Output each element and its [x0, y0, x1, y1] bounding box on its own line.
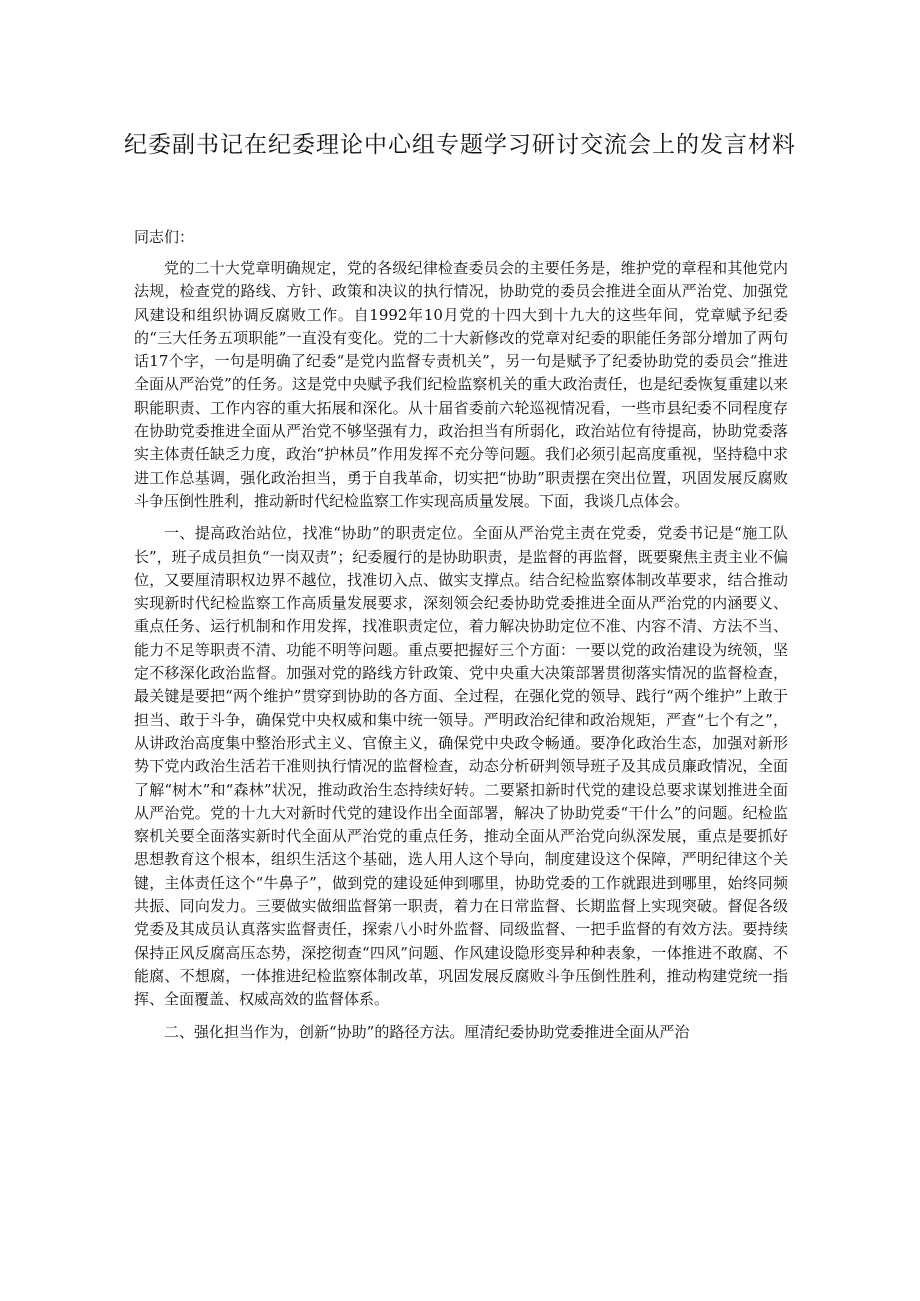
- greeting: 同志们：: [134, 228, 195, 246]
- paragraph-section-one: 一、提高政治站位，找准“协助”的职责定位。全面从严治党主责在党委，党委书记是“施工队长”，班子成员担负“一岗双责”；纪委履行的是协助职责，是监督的再监督，既要聚焦主责主业不偏位，又要厘清职权边界不越位，找准切入点、做实支撑点。结合纪检监察体制改革要求，结合推动实现新时代纪检监察工作高质量发展要求，深刻领会纪委协助党委推进全面从严治党的内涵要义、重点任务、运行机制和作用发挥，找准职责定位，着力解决协助定位不准、内容不清、方法不当、能力不足等职责不清、功能不明等问题。重点要把握好三个方面：一要以党的政治建设为统领，坚定不移深化政治监督。加强对党的路线方针政策、党中央重大决策部署贯彻落实情况的监督检查，最关键是要把“两个维护”贯穿到协助的各方面、全过程，在强化党的领导、践行“两个维护”上敢于担当、敢于斗争，确保党中央权威和集中统一领导。严明政治纪律和政治规矩，严查“七个有之”，从讲政治高度集中整治形式主义、官僚主义，确保党中央政令畅通。要净化政治生态，加强对新形势下党内政治生活若干准则执行情况的监督检查，动态分析研判领导班子及其成员廉政情况，全面了解“树木”和“森林”状况，推动政治生态持续好转。二要紧扣新时代党的建设总要求谋划推进全面从严治党。党的十九大对新时代党的建设作出全面部署，解决了协助党委“干什么”的问题。纪检监察机关要全面落实新时代全面从严治党的重点任务，推动全面从严治党向纵深发展，重点是要抓好思想教育这个根本，组织生活这个基础，选人用人这个导向，制度建设这个保障，严明纪律这个关键，主体责任这个“牛鼻子”，做到党的建设延伸到哪里，协助党委的工作就跟进到哪里，始终同频共振、同向发力。三要做实做细监督第一职责，着力在日常监督、长期监督上实现突破。督促各级党委及其成员认真落实监督责任，探索八小时外监督、同级监督、一把手监督的有效方法。要持续保持正风反腐高压态势，深挖彻查“四风”问题、作风建设隐形变异种种表象，一体推进不敢腐、不能腐、不想腐，一体推进纪检监察体制改革，巩固发展反腐败斗争压倒性胜利，推动构建党统一指挥、全面覆盖、权威高效的监督体系。: [134, 524, 788, 1009]
- document-title: 纪委副书记在纪委理论中心组专题学习研讨交流会上的发言材料: [124, 132, 796, 158]
- paragraph-section-two: 二、强化担当作为，创新“协助”的路径方法。厘清纪委协助党委推进全面从严治: [164, 1022, 690, 1041]
- paragraph-intro: 党的二十大党章明确规定，党的各级纪律检查委员会的主要任务是，维护党的章程和其他党内法规，检查党的路线、方针、政策和决议的执行情况，协助党的委员会推进全面从严治党、加强党风建设和组织协调反腐败工作。自1992年10月党的十四大到十九大的这些年间，党章赋予纪委的“三大任务五项职能”一直没有变化。党的二十大新修改的党章对纪委的职能任务部分增加了两句话17个字，一句是明确了纪委“是党内监督专责机关”，另一句是赋予了纪委协助党的委员会“推进全面从严治党”的任务。这是党中央赋予我们纪检监察机关的重大政治责任，也是纪委恢复重建以来职能职责、工作内容的重大拓展和深化。从十届省委前六轮巡视情况看，一些市县纪委不同程度存在协助党委推进全面从严治党不够坚强有力，政治担当有所弱化，政治站位有待提高，协助党委落实主体责任缺乏力度，政治“护林员”作用发挥不充分等问题。我们必须引起高度重视，坚持稳中求进工作总基调，强化政治担当，勇于自我革命，切实把“协助”职责摆在突出位置，巩固发展反腐败斗争压倒性胜利，推动新时代纪检监察工作实现高质量发展。下面，我谈几点体会。: [134, 259, 788, 510]
- document-body: [134, 257, 788, 1053]
